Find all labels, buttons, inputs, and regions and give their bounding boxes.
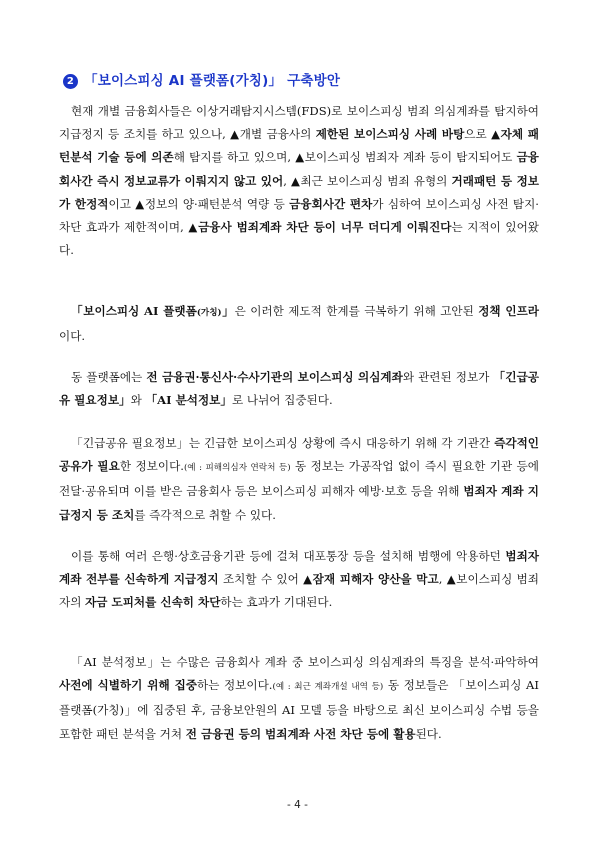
paragraph-text: 와 관련된 정보가 [402,370,494,384]
paragraph-text: 하는 효과가 기대된다. [220,595,333,610]
paragraph-text: 하는 정보이다. [197,678,273,693]
emphasis-text: 범죄자 계좌 지급정지 등 조치 [59,484,539,522]
paragraph-note: (예 : 피해의심자 연락처 등) [183,463,291,474]
section-number-badge: 2 [63,74,78,89]
paragraph-text: 「긴급공유 필요정보」는 긴급한 보이스피싱 상황에 즉시 대응하기 위해 각 기관간 [71,436,495,450]
section-heading-text: 「보이스피싱 AI 플랫폼(가칭)」 구축방안 [84,73,341,89]
emphasis-text: ▲자체 패턴분석 기술 등에 의존 [59,127,539,165]
paragraph-info-categories [59,366,539,412]
emphasis-text: 전 금융권 등의 범죄계좌 사전 차단 등에 활용 [185,726,416,741]
emphasis-text: ▲잠재 피해자 양산을 막고 [303,572,439,587]
paragraph-text: 한 정보이다. [119,459,184,474]
paragraph-text: 은 이러한 제도적 한계를 극복하기 위해 고안된 [234,304,479,318]
paragraph-text: 와 [130,393,146,408]
emphasis-text: 범죄자 계좌 전부를 신속하게 지급정지 [59,549,539,587]
paragraph-text: 가 심하여 보이스피싱 사전 탐지·차단 효과가 제한적이며, [59,196,539,235]
emphasis-text: 「보이스피싱 AI 플랫폼 [71,304,197,318]
paragraph-text: 는 지적이 있어왔다. [59,220,539,258]
paragraph-ai-info [59,651,539,746]
paragraph-current-limits [59,100,539,262]
paragraph-text: 로 나뉘어 집중된다. [231,393,333,408]
page-number: - 4 - [287,799,308,811]
paragraph-text: 조치할 수 있어 [218,572,304,587]
emphasis-text: 거래패턴 등 정보가 한정적 [59,173,539,211]
emphasis-text: ▲금융사 범죄계좌 차단 등이 너무 더디게 이뤄진다 [188,220,452,235]
paragraph-text: 으로 [464,127,492,142]
paragraph-text: 를 즉각적으로 취할 수 있다. [134,507,276,522]
emphasis-text: 금융회사간 즉시 정보교류가 이뤄지지 않고 있어 [59,150,539,188]
section-heading [63,69,340,89]
paragraph-text: , ▲보이스피싱 범죄자의 [59,572,539,610]
paragraph-text: 된다. [415,726,442,741]
paragraph-text: , ▲최근 보이스피싱 범죄 유형의 [283,173,452,188]
emphasis-text: 정책 인프라 [478,304,539,318]
emphasis-text: 금융회사간 편차 [289,196,373,211]
emphasis-text: 「AI 분석정보」 [145,393,232,408]
paragraph-text: 해 탐지를 하고 있으며, ▲보이스피싱 범죄자 계좌 등이 탐지되어도 [173,150,517,165]
paragraph-platform-intro [59,300,539,348]
paragraph-text: 「AI 분석정보」는 수많은 금융회사 계좌 중 보이스피싱 의심계좌의 특징을 분석·파악하여 [71,655,539,669]
paragraph-text: 동 정보들은 「보이스피싱 AI 플랫폼(가칭)」에 집중된 후, 금융보안원의 AI 모델 등을 바탕으로 최신 보이스피싱 수법 등을 포함한 패턴 분석을 거쳐 [59,678,539,741]
emphasis-text: 자금 도피처를 신속히 차단 [85,595,221,610]
paragraph-text: 이를 통해 여러 은행·상호금융기관 등에 걸쳐 대포통장 등을 설치해 범행에 악용하던 [71,549,506,563]
emphasis-text: 사전에 식별하기 위해 집중 [59,678,197,693]
paragraph-urgent-effects [59,545,539,615]
emphasis-text: 즉각적인 공유가 필요 [59,436,539,474]
paragraph-text: 현재 개별 금융회사들은 이상거래탐지시스템(FDS)로 보이스피싱 범죄 의심계좌를 탐지하여 지급정지 등 조치를 하고 있으나, ▲개별 금융사의 [59,104,539,142]
paragraph-urgent-info [59,432,539,527]
paragraph-text: 동 플랫폼에는 [71,370,147,384]
paragraph-text: 동 정보는 가공작업 없이 즉시 필요한 기관 등에 전달·공유되며 이를 받은 금융회사 등은 보이스피싱 피해자 예방·보호 등을 위해 [59,459,539,499]
paragraph-text: 이다. [59,329,86,344]
emphasis-text: 전 금융권·통신사·수사기관의 보이스피싱 의심계좌 [146,370,403,384]
paragraph-text: 이고 ▲정보의 양·패턴분석 역량 등 [108,196,290,211]
emphasis-text: 제한된 보이스피싱 사례 바탕 [315,127,465,142]
emphasis-text: 「긴급공유 필요정보」 [59,370,539,408]
emphasis-text: (가칭) [196,308,222,318]
paragraph-note: (예 : 최근 계좌개설 내역 등) [272,682,384,693]
emphasis-text: 」 [221,304,235,318]
